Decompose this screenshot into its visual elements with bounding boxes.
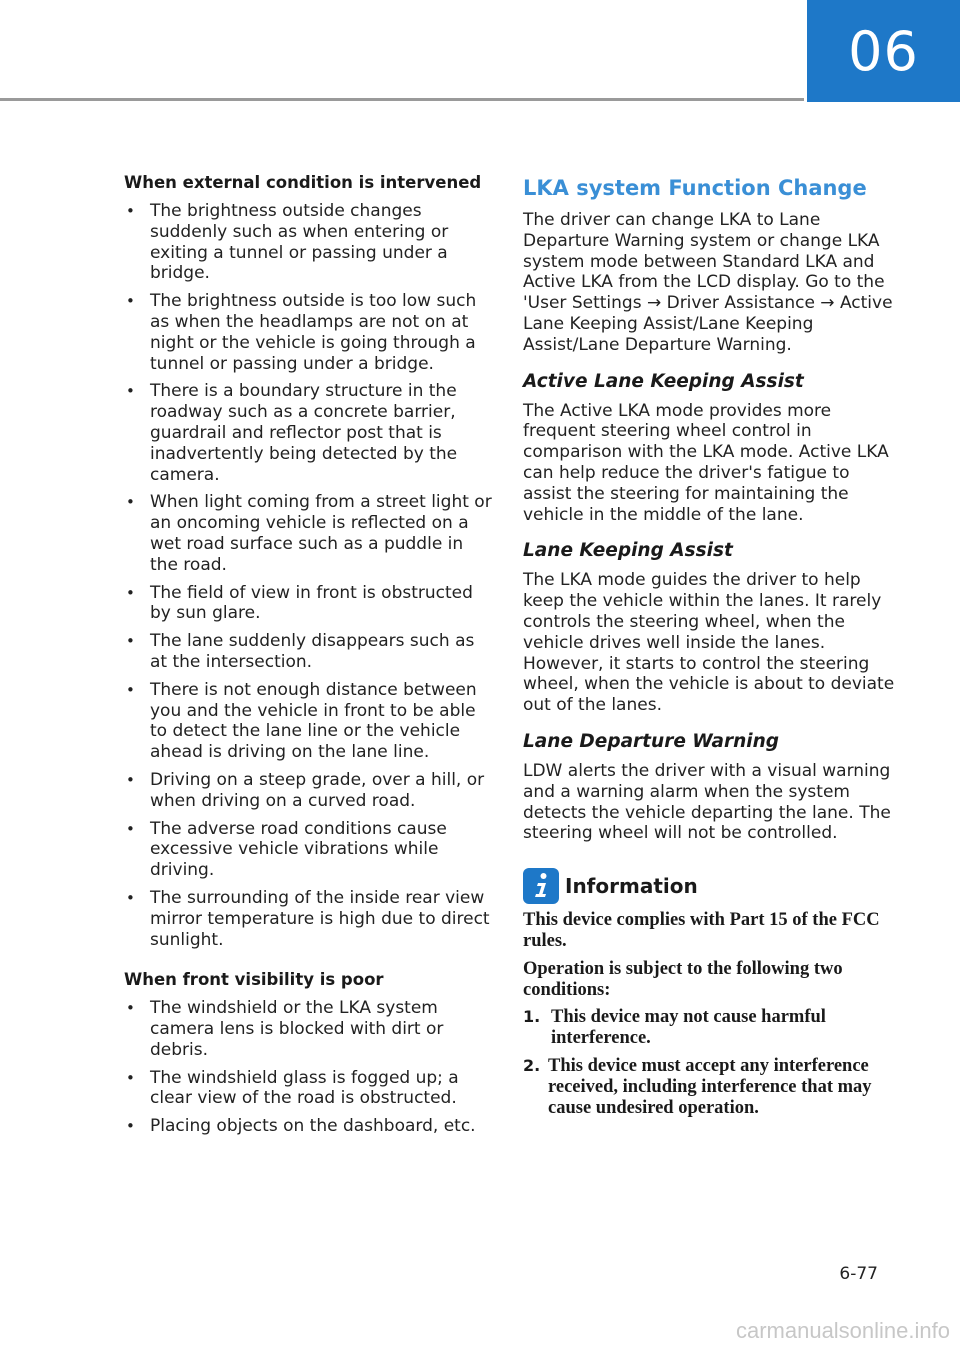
section-title: LKA system Function Change [523,176,867,200]
ldw-title: Lane Departure Warning [523,730,779,752]
active-lka-text: The Active LKA mode provides more frequent steering wheel control in comparison with the LKA mode. Active LKA can help reduce the driver's fatigue to assist the steering for maintaining the vehicle in the middle of the lane. [523,400,889,525]
lka-title: Lane Keeping Assist [523,540,733,562]
list-item: • The adverse road conditions cause excessive vehicle vibrations while driving. [124,819,494,881]
list-item: • There is not enough distance between you and the vehicle in front to be able to detect the lane line or the vehicle ahead is driving on the lane line. [124,680,494,763]
watermark: carmanualsonline.info [735,1318,950,1343]
information-label: Information [565,874,698,899]
list-item: • When light coming from a street light or an oncoming vehicle is reflected on a wet road surface such as a puddle in the road. [124,492,494,575]
front-visibility-heading: When front visibility is poor [124,970,384,990]
list-item: • There is a boundary structure in the roadway such as a concrete barrier, guardrail and reflector post that is inadvertently being detected by the camera. [124,381,494,485]
chapter-tab: 06 [807,0,960,102]
list-item: • The brightness outside is too low such as when the headlamps are not on at night or the vehicle is going through a tunnel or passing under a bridge. [124,291,494,374]
info-icon [523,868,559,904]
list-item: • The windshield glass is fogged up; a clear view of the road is obstructed. [124,1068,494,1110]
list-item: • The field of view in front is obstructed by sun glare. [124,583,494,625]
intro-paragraph: The driver can change LKA to Lane Departure Warning system or change LKA system mode between Standard LKA and Active LKA from the LCD display. Go to the 'User Settings → Driver Assistance → Active Lane Keeping Assist/Lane Keeping Assist/Lane Departure Warning. [523,210,893,355]
fcc-conditions-list [523,1007,895,1118]
list-item: • The lane suddenly disappears such as at the intersection. [124,631,494,673]
list-number: 2. [523,1055,541,1075]
page-number: 6-77 [839,1264,878,1284]
lka-text: The LKA mode guides the driver to help keep the vehicle within the lanes. It rarely controls the steering wheel, when the vehicle drives well inside the lanes. However, it starts to control the steering wheel, when the vehicle is about to deviate out of the lanes. [523,570,895,716]
external-condition-heading: When external condition is intervened [124,173,482,192]
list-text: This device must accept any interference received, including interference that may cause undesired operation. [548,1055,872,1118]
fcc-conditions-intro: Operation is subject to the following two conditions: [523,958,843,1000]
right-column [523,172,895,1125]
front-visibility-list [124,998,494,1137]
header-rule [0,98,804,101]
list-item: • The windshield or the LKA system camera lens is blocked with dirt or debris. [124,998,494,1060]
list-item: • Driving on a steep grade, over a hill, or when driving on a curved road. [124,770,494,812]
list-item [523,1007,895,1049]
active-lka-title: Active Lane Keeping Assist [523,370,804,392]
information-header [523,868,895,904]
list-number: 1. [523,1007,541,1027]
ldw-text: LDW alerts the driver with a visual warning and a warning alarm when the system detects the vehicle departing the lane. The steering wheel will not be controlled. [523,760,891,844]
list-text: This device may not cause harmful interference. [551,1007,826,1049]
list-item [523,1056,895,1118]
list-item: • The surrounding of the inside rear view mirror temperature is high due to direct sunlight. [124,888,494,950]
list-item: • The brightness outside changes suddenly such as when entering or exiting a tunnel or passing under a bridge. [124,201,494,284]
list-item: • Placing objects on the dashboard, etc. [124,1116,494,1137]
fcc-statement: This device complies with Part 15 of the FCC rules. [523,910,880,951]
external-condition-list [124,201,494,950]
left-column [124,172,494,1144]
